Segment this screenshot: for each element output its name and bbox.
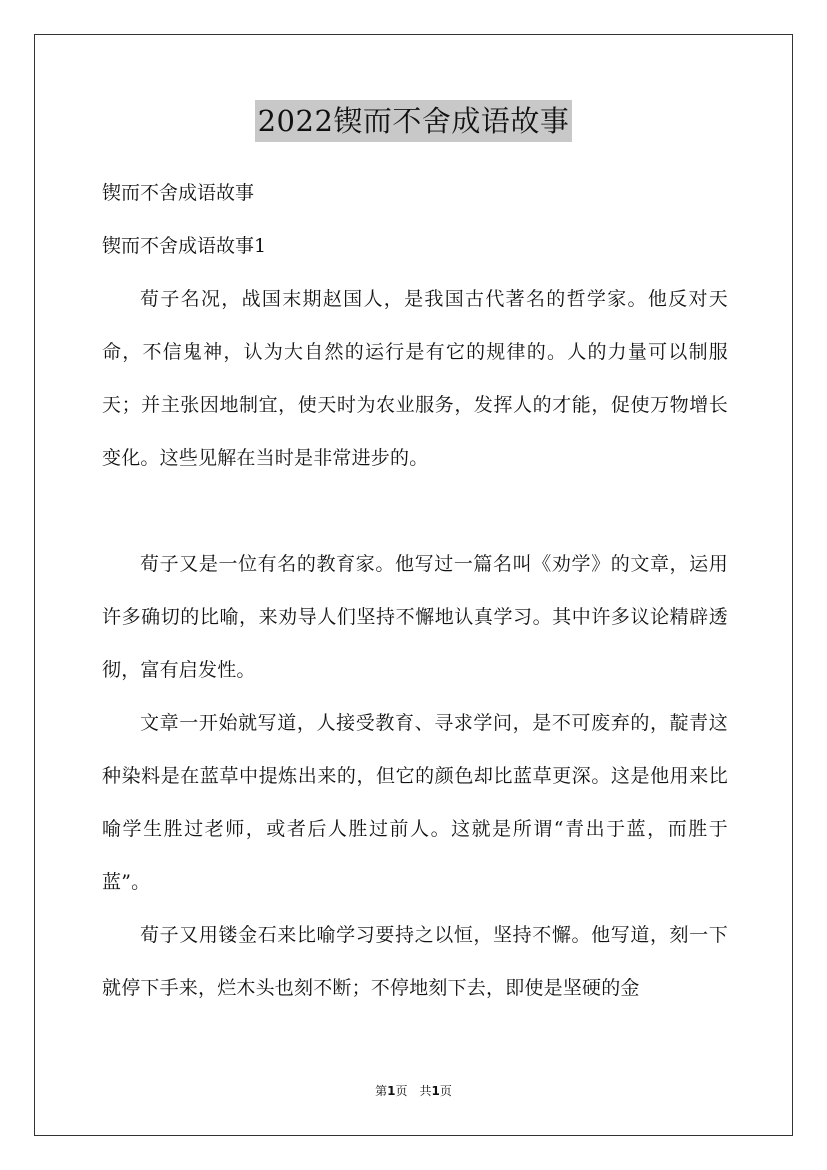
footer-page-total: 1 [431,1084,440,1098]
title-container [0,100,827,142]
page-footer [0,1083,827,1099]
document-body [102,167,728,1015]
footer-suffix: 页 [439,1084,452,1098]
document-subtitle: 锲而不舍成语故事 [102,182,255,204]
blank-line [102,485,728,538]
paragraph-2: 荀子又是一位有名的教育家。他写过一篇名叫《劝学》的文章，运用许多确切的比喻，来劝导人们坚持不懈地认真学习。其中许多议论精辟透彻，富有启发性。 [102,553,728,681]
footer-prefix: 第 [375,1084,388,1098]
paragraph-4: 荀子又用镂金石来比喻学习要持之以恒，坚持不懈。他写道，刻一下就停下手来，烂木头也刻不断；不停地刻下去，即使是坚硬的金 [102,924,728,999]
footer-page-current: 1 [387,1084,396,1098]
paragraph-1: 荀子名况，战国末期赵国人，是我国古代著名的哲学家。他反对天命，不信鬼神，认为大自然的运行是有它的规律的。人的力量可以制服天；并主张因地制宜，使天时为农业服务，发挥人的才能，促使万物增长变化。这些见解在当时是非常进步的。 [102,288,728,469]
footer-mid: 页 共 [395,1084,432,1098]
paragraph-3: 文章一开始就写道，人接受教育、寻求学问，是不可废弃的，靛青这种染料是在蓝草中提炼出来的，但它的颜色却比蓝草更深。这是他用来比喻学生胜过老师，或者后人胜过前人。这就是所谓“青出于蓝，而胜于蓝”。 [102,712,728,893]
section-heading: 锲而不舍成语故事1 [102,235,267,257]
document-title: 2022锲而不舍成语故事 [255,100,573,142]
